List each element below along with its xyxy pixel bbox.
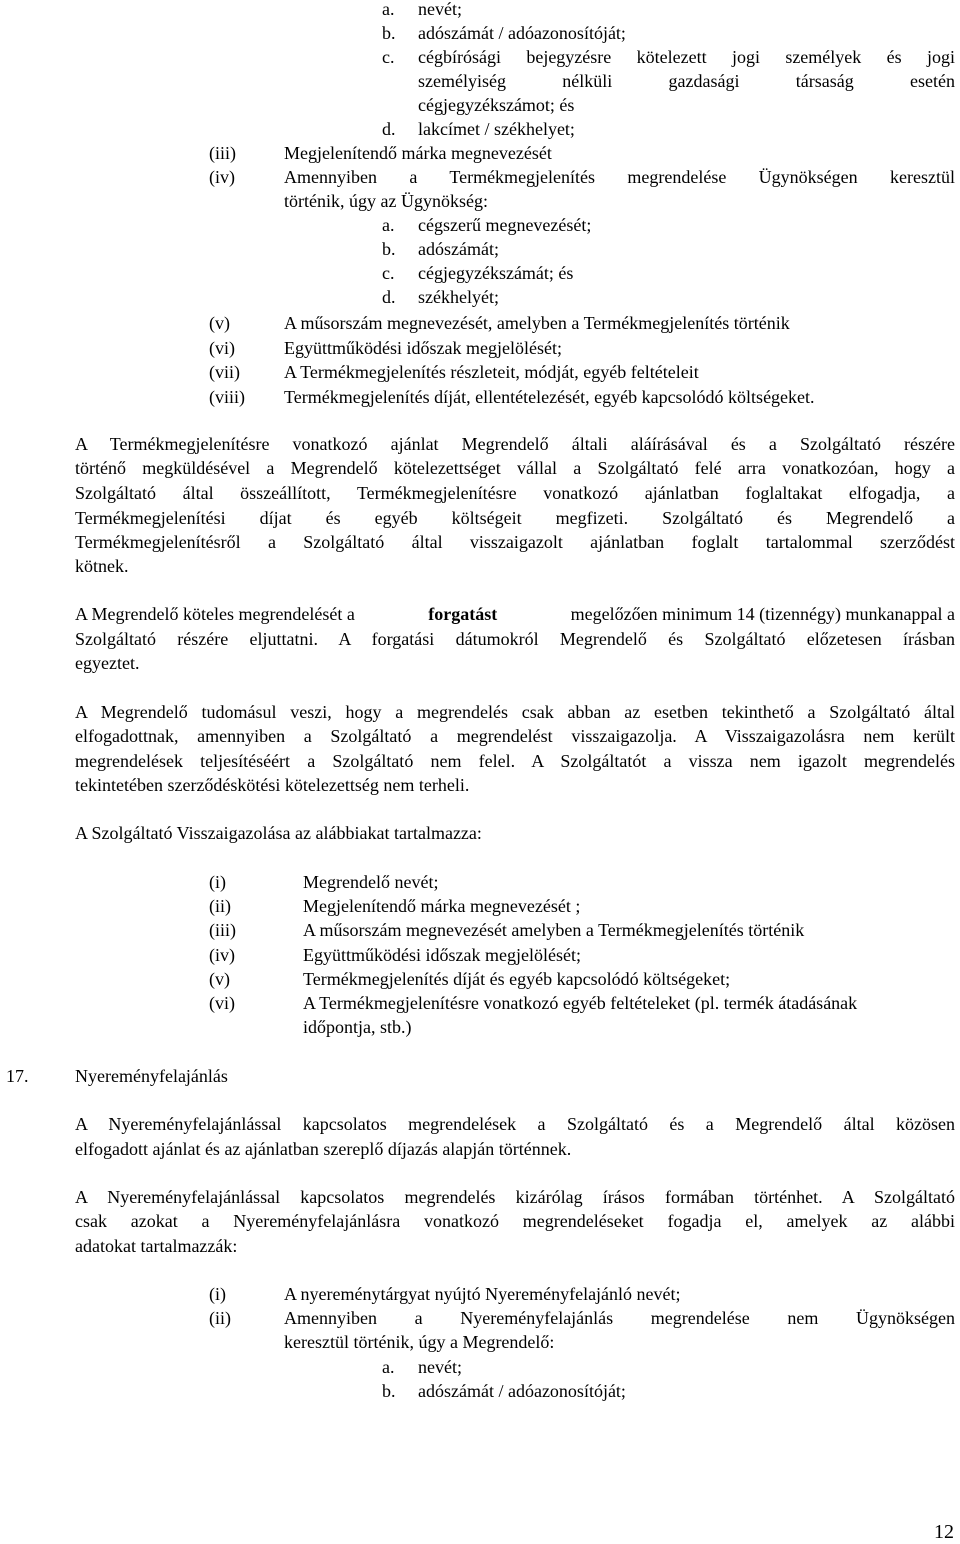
list-marker: (viii) <box>209 387 245 407</box>
list-marker: c. <box>382 263 395 283</box>
list-marker: (vii) <box>209 362 240 382</box>
list-marker: a. <box>382 215 395 235</box>
list-marker: (i) <box>209 872 226 892</box>
list-item-text: A műsorszám megnevezését amelyben a Termékmegjelenítés történik <box>303 920 805 940</box>
list-item-text: nevét; <box>418 1357 462 1377</box>
list-marker: b. <box>382 239 396 259</box>
paragraph-line: Szolgáltató által összeállított, Termékmegjelenítésre vonatkozó ajánlatban foglaltakat elfogadja, a <box>75 483 955 503</box>
list-item-text: cégjegyzékszámot; és <box>418 95 575 115</box>
paragraph-line: A Megrendelő tudomásul veszi, hogy a megrendelés csak abban az esetben tekinthető a Szolgáltató által <box>75 702 955 722</box>
bold-term: forgatást <box>428 604 498 624</box>
text-run: A Megrendelő köteles megrendelését a <box>75 604 355 624</box>
list-item-text: cégszerű megnevezését; <box>418 215 592 235</box>
list-item-text: cégbírósági bejegyzésre kötelezett jogi személyek és jogi <box>418 47 955 67</box>
list-item-text: Megjelenítendő márka megnevezését <box>284 143 552 163</box>
list-marker: (i) <box>209 1284 226 1304</box>
list-marker: (iii) <box>209 143 236 163</box>
list-item-text: Együttműködési időszak megjelölését; <box>284 338 562 358</box>
list-marker: d. <box>382 119 396 139</box>
list-marker: (vi) <box>209 338 235 358</box>
paragraph-line: kötnek. <box>75 556 129 576</box>
list-marker: (vi) <box>209 993 235 1013</box>
paragraph-line: Termékmegjelenítésről a Szolgáltató által visszaigazolt ajánlatban foglalt tartalommal szerződést <box>75 532 955 552</box>
list-item-text: Megjelenítendő márka megnevezését ; <box>303 896 581 916</box>
list-marker: (ii) <box>209 896 231 916</box>
paragraph-line: tekintetében szerződéskötési kötelezettség nem terheli. <box>75 775 470 795</box>
list-item-text: keresztül történik, úgy a Megrendelő: <box>284 1332 555 1352</box>
list-marker: a. <box>382 1357 395 1377</box>
list-item-text: adószámát / adóazonosítóját; <box>418 23 626 43</box>
list-item-text: cégjegyzékszámát; és <box>418 263 574 283</box>
list-marker: b. <box>382 23 396 43</box>
list-item-text: lakcímet / székhelyet; <box>418 119 575 139</box>
section-number: 17. <box>6 1066 29 1086</box>
list-marker: (ii) <box>209 1308 231 1328</box>
paragraph-line: megrendelések teljesítéséért a Szolgáltató nem felel. A Szolgáltatót a vissza nem igazolt megrendelés <box>75 751 955 771</box>
list-marker: (v) <box>209 313 230 333</box>
list-item-text: A műsorszám megnevezését, amelyben a Termékmegjelenítés történik <box>284 313 790 333</box>
paragraph-line: történő megküldésével a Megrendelő kötelezettséget vállal a Szolgáltató felé arra vonatkozóan, hogy a <box>75 458 955 478</box>
page-number: 12 <box>934 1521 954 1543</box>
list-item-text: történik, úgy az Ügynökség: <box>284 191 488 211</box>
paragraph-line: Szolgáltató részére eljuttatni. A forgatási dátumokról Megrendelő és Szolgáltató előzetesen írásban <box>75 629 955 649</box>
section-title: Nyereményfelajánlás <box>75 1066 228 1086</box>
list-item-text: adószámát; <box>418 239 499 259</box>
paragraph-line: elfogadottnak, amennyiben a Szolgáltató a megrendelést visszaigazolja. A Visszaigazolásra nem került <box>75 726 955 746</box>
paragraph-line: Termékmegjelenítési díjat és egyéb költségeit megfizeti. Szolgáltató és Megrendelő a <box>75 508 955 528</box>
list-item-text: székhelyét; <box>418 287 499 307</box>
list-marker: b. <box>382 1381 396 1401</box>
list-item-text: Együttműködési időszak megjelölését; <box>303 945 581 965</box>
list-item-text: adószámát / adóazonosítóját; <box>418 1381 626 1401</box>
list-marker: (iv) <box>209 167 235 187</box>
paragraph-line: csak azokat a Nyereményfelajánlásra vonatkozó megrendeléseket fogadja el, amelyek az alábbi <box>75 1211 955 1231</box>
list-item-text: Termékmegjelenítés díját, ellentételezését, egyéb kapcsolódó költségeket. <box>284 387 815 407</box>
text-run: megelőzően minimum 14 (tizennégy) munkanappal a <box>570 604 955 624</box>
list-item-text: A Termékmegjelenítésre vonatkozó egyéb feltételeket (pl. termék átadásának <box>303 993 858 1013</box>
list-item-text: Amennyiben a Termékmegjelenítés megrendelése Ügynökségen keresztül <box>284 167 955 187</box>
list-marker: d. <box>382 287 396 307</box>
paragraph-line: egyeztet. <box>75 653 140 673</box>
paragraph-line <box>75 602 955 626</box>
list-item-text: személyiség nélküli gazdasági társaság esetén <box>418 71 955 91</box>
list-item-text: időpontja, stb.) <box>303 1017 412 1037</box>
paragraph-line: A Termékmegjelenítésre vonatkozó ajánlat Megrendelő általi aláírásával és a Szolgáltató részére <box>75 434 955 454</box>
list-item-text: A nyereménytárgyat nyújtó Nyereményfelajánló nevét; <box>284 1284 681 1304</box>
list-item-text: A Termékmegjelenítés részleteit, módját, egyéb feltételeit <box>284 362 699 382</box>
paragraph-line: adatokat tartalmazzák: <box>75 1236 238 1256</box>
list-item-text: Megrendelő nevét; <box>303 872 439 892</box>
paragraph-line: elfogadott ajánlat és az ajánlatban szereplő díjazás alapján történnek. <box>75 1139 572 1159</box>
list-marker: (v) <box>209 969 230 989</box>
paragraph-line: A Nyereményfelajánlással kapcsolatos megrendelések a Szolgáltató és a Megrendelő által közösen <box>75 1114 955 1134</box>
list-item-text: nevét; <box>418 0 462 19</box>
list-marker: (iii) <box>209 920 236 940</box>
paragraph-line: A Nyereményfelajánlással kapcsolatos megrendelés kizárólag írásos formában történhet. A Szolgáltató <box>75 1187 955 1207</box>
list-marker: a. <box>382 0 395 19</box>
list-marker: c. <box>382 47 395 67</box>
list-item-text: Termékmegjelenítés díját és egyéb kapcsolódó költségeket; <box>303 969 731 989</box>
paragraph-confirmation-intro: A Szolgáltató Visszaigazolása az alábbiakat tartalmazza: <box>75 823 482 843</box>
list-item-text: Amennyiben a Nyereményfelajánlás megrendelése nem Ügynökségen <box>284 1308 955 1328</box>
list-marker: (iv) <box>209 945 235 965</box>
